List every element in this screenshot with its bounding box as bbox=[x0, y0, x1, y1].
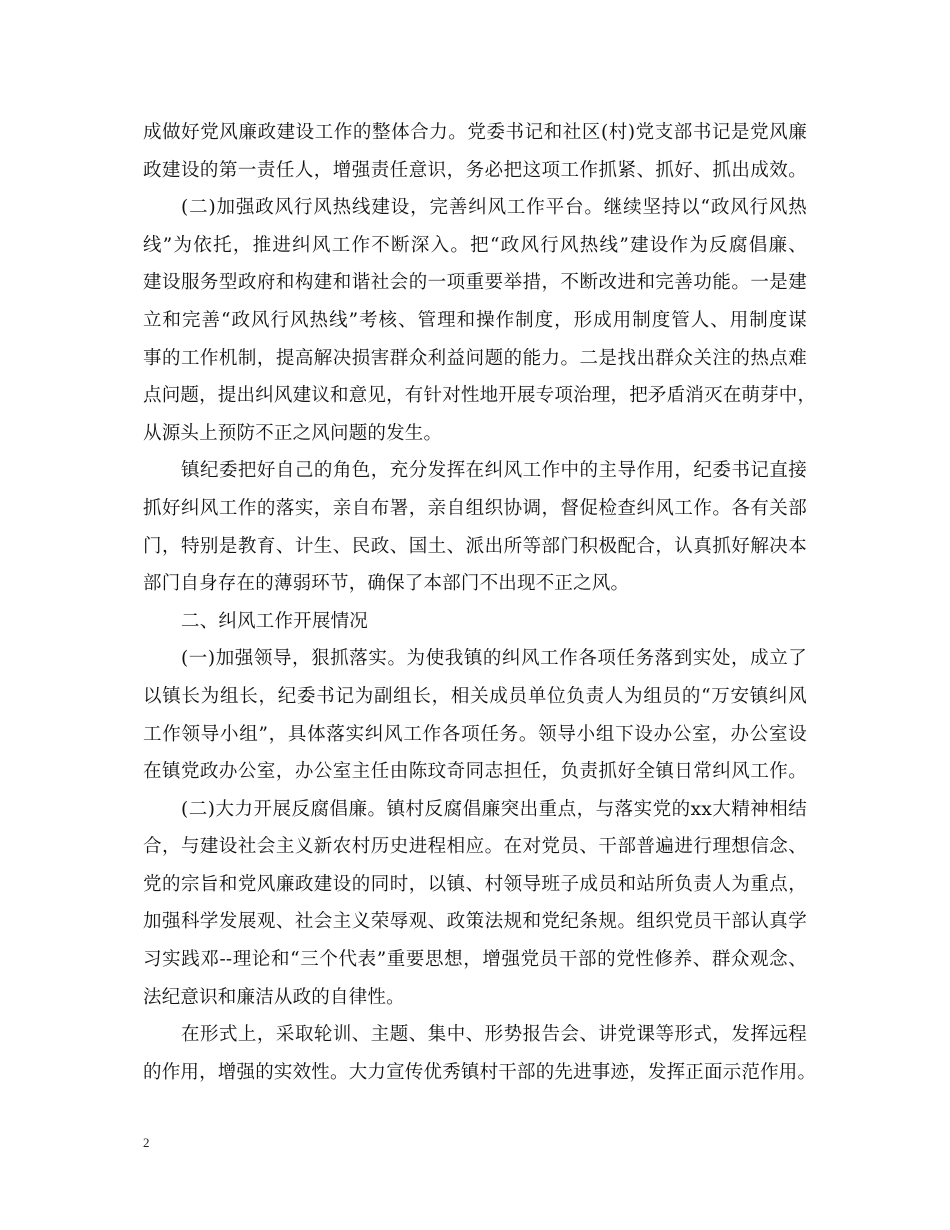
body-line: 加强科学发展观、社会主义荣辱观、政策法规和党纪条规。组织党员干部认真学 bbox=[143, 911, 807, 933]
body-line: 法纪意识和廉洁从政的自律性。 bbox=[143, 986, 405, 1008]
body-line: (二)大力开展反腐倡廉。镇村反腐倡廉突出重点，与落实党的xx大精神相结 bbox=[181, 798, 807, 820]
body-line: 事的工作机制，提高解决损害群众利益问题的能力。二是找出群众关注的热点难 bbox=[143, 347, 807, 369]
body-line: (二)加强政风行风热线建设，完善纠风工作平台。继续坚持以“政风行风热 bbox=[181, 197, 807, 219]
document-body bbox=[143, 114, 817, 1091]
body-line: 从源头上预防不正之风问题的发生。 bbox=[143, 422, 443, 444]
body-line: 镇纪委把好自己的角色，充分发挥在纠风工作中的主导作用，纪委书记直接 bbox=[181, 460, 807, 482]
body-line: 成做好党风廉政建设工作的整体合力。党委书记和社区(村)党支部书记是党风廉 bbox=[143, 122, 807, 143]
body-line: 合，与建设社会主义新农村历史进程相应。在对党员、干部普遍进行理想信念、 bbox=[143, 836, 807, 858]
body-line: 线”为依托，推进纠风工作不断深入。把“政风行风热线”建设作为反腐倡廉、 bbox=[143, 234, 807, 256]
body-line: (一)加强领导，狠抓落实。为使我镇的纠风工作各项任务落到实处，成立了 bbox=[181, 648, 807, 670]
body-line: 以镇长为组长，纪委书记为副组长，相关成员单位负责人为组员的“万安镇纠风 bbox=[143, 685, 807, 707]
section-heading: 二、纠风工作开展情况 bbox=[181, 610, 369, 632]
body-line: 工作领导小组”，具体落实纠风工作各项任务。领导小组下设办公室，办公室设 bbox=[143, 723, 807, 745]
body-line: 在镇党政办公室，办公室主任由陈玟奇同志担任，负责抓好全镇日常纠风工作。 bbox=[143, 761, 807, 783]
body-line: 建设服务型政府和构建和谐社会的一项重要举措，不断改进和完善功能。一是建 bbox=[143, 272, 807, 294]
body-line: 点问题，提出纠风建议和意见，有针对性地开展专项治理，把矛盾消灭在萌芽中， bbox=[143, 385, 817, 407]
body-line: 的作用，增强的实效性。大力宣传优秀镇村干部的先进事迹，发挥正面示范作用。 bbox=[143, 1061, 817, 1083]
body-line: 党的宗旨和党风廉政建设的同时，以镇、村领导班子成员和站所负责人为重点， bbox=[143, 873, 807, 895]
body-line: 抓好纠风工作的落实，亲自布署，亲自组织协调，督促检查纠风工作。各有关部 bbox=[143, 497, 807, 519]
body-line: 门，特别是教育、计生、民政、国土、派出所等部门积极配合，认真抓好解决本 bbox=[143, 535, 807, 557]
body-line: 在形式上，采取轮训、主题、集中、形势报告会、讲党课等形式，发挥远程 bbox=[181, 1024, 807, 1046]
page-number: 2 bbox=[143, 1135, 150, 1150]
body-line: 部门自身存在的薄弱环节，确保了本部门不出现不正之风。 bbox=[143, 573, 630, 595]
body-line: 立和完善“政风行风热线”考核、管理和操作制度，形成用制度管人、用制度谋 bbox=[143, 309, 807, 331]
body-line: 政建设的第一责任人，增强责任意识，务必把这项工作抓紧、抓好、抓出成效。 bbox=[143, 159, 807, 181]
body-line: 习实践邓--理论和“三个代表”重要思想，增强党员干部的党性修养、群众观念、 bbox=[143, 949, 807, 971]
